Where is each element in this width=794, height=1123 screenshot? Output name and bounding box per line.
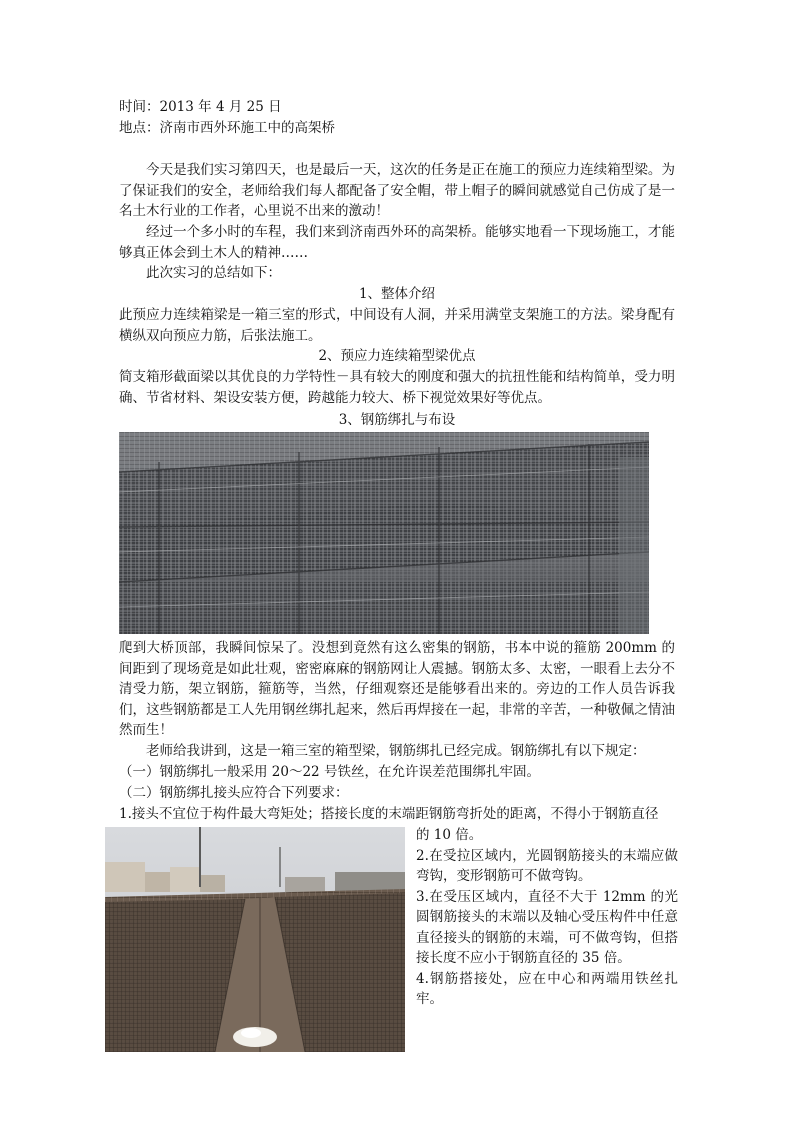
rule-2: （二）钢筋绑扎接头应符合下列要求： (119, 785, 349, 801)
section-2-text: 简支箱形截面梁以其优良的力学特性－具有较大的刚度和强大的抗扭性能和结构简单，受力明确、节省材料、架设安装方便，跨越能力较大、桥下视觉效果好等优点。 (119, 369, 675, 406)
section-3-title: 3、钢筋绑扎与布设 (338, 412, 456, 428)
intro-paragraph-3: 此次实习的总结如下： (146, 265, 281, 281)
requirements-column (416, 825, 678, 1010)
requirement-3: 3.在受压区域内，直径不大于 12mm 的光圆钢筋接头的末端以及轴心受压构件中任意直径接头的钢筋的末端，可不做弯钩，但搭接长度不应小于钢筋直径的 35 倍。 (416, 888, 678, 966)
box-girder-site-photo (105, 827, 405, 1052)
section-1-text: 此预应力连续箱梁是一箱三室的形式，中间设有人洞，并采用满堂支架施工的方法。梁身配有横纵双向预应力筋，后张法施工。 (119, 307, 675, 344)
place-line: 地点：济南市西外环施工中的高架桥 (119, 120, 335, 136)
intro-paragraph-1: 今天是我们实习第四天，也是最后一天，这次的任务是正在施工的预应力连续箱型梁。为了保证我们的安全，老师给我们每人都配备了安全帽，带上帽子的瞬间就感觉自己仿成了是一名土木行业的工作者，心里说不出来的激动！ (119, 162, 675, 219)
section-2-title: 2、预应力连续箱型梁优点 (318, 348, 476, 364)
rebar-mesh-photo (119, 432, 649, 634)
requirement-1-continued: 的 10 倍。 (416, 827, 483, 843)
time-line: 时间：2013 年 4 月 25 日 (119, 99, 282, 115)
intro-paragraph-2: 经过一个多小时的车程，我们来到济南西外环的高架桥。能够实地看一下现场施工，才能够真正体会到土木人的精神…… (119, 224, 675, 261)
observation-paragraph: 爬到大桥顶部，我瞬间惊呆了。没想到竟然有这么密集的钢筋，书本中说的箍筋 200mm 的间距到了现场竟是如此壮观，密密麻麻的钢筋网让人震撼。钢筋太多、太密，一眼看上去分不清受力筋，架立钢筋，箍筋等，当然，仔细观察还是能够看出来的。旁边的工作人员告诉我们，这些钢筋都是工人先用钢丝绑扎起来，然后再焊接在一起，非常的辛苦，一种敬佩之情油然而生！ (119, 640, 675, 738)
requirement-4: 4.钢筋搭接处，应在中心和两端用铁丝扎牢。 (416, 970, 678, 1007)
rule-1: （一）钢筋绑扎一般采用 20～22 号铁丝，在允许误差范围绑扎牢固。 (119, 764, 540, 780)
teacher-paragraph: 老师给我讲到，这是一箱三室的箱型梁，钢筋绑扎已经完成。钢筋绑扎有以下规定： (146, 743, 646, 759)
requirement-1-line: 1.接头不宜位于构件最大弯矩处；搭接长度的末端距钢筋弯折处的距离，不得小于钢筋直径 (119, 806, 659, 822)
section-1-title: 1、整体介绍 (358, 286, 436, 302)
requirement-2: 2.在受拉区域内，光圆钢筋接头的末端应做弯钩，变形钢筋可不做弯钩。 (416, 847, 678, 884)
